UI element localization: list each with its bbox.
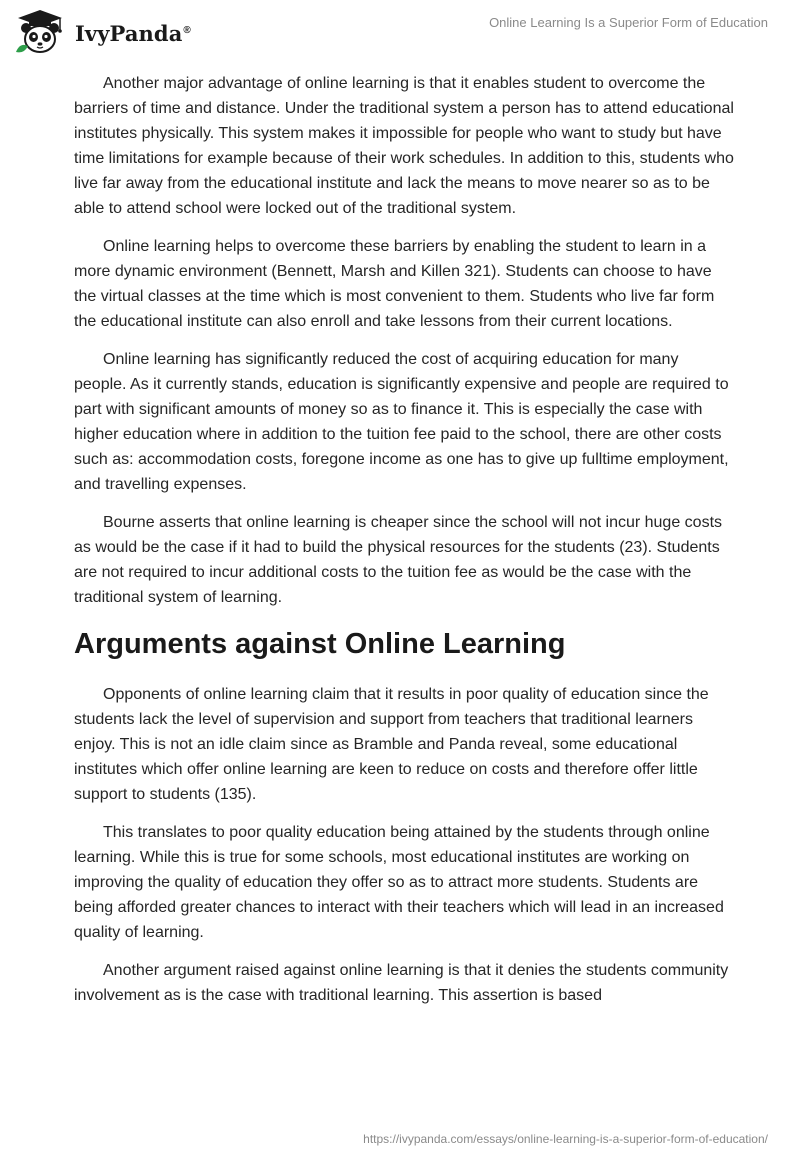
document-title: Online Learning Is a Superior Form of Education	[489, 15, 768, 30]
page-header	[0, 0, 800, 64]
paragraph-poor-quality: Opponents of online learning claim that it results in poor quality of education since the students lack the level of supervision and support from teachers that traditional learners enjoy. This is not an idle claim since as Bramble and Panda reveal, some educational institutes which offer online learning are keen to reduce on costs and therefore offer little support to students (135).	[74, 686, 709, 803]
ivypanda-logo[interactable]	[14, 8, 191, 56]
paragraph-overcome-barriers: Online learning helps to overcome these barriers by enabling the student to learn in a more dynamic environment (Bennett, Marsh and Killen 321). Students can choose to have the virtual classes at the time which is most convenient to them. Students who live far form the educational institute can also enroll and take lessons from their current locations.	[74, 238, 715, 330]
source-url-link[interactable]: https://ivypanda.com/essays/online-learning-is-a-superior-form-of-education/	[363, 1132, 768, 1146]
registered-mark: ®	[183, 24, 191, 36]
paragraph-time-distance: Another major advantage of online learning is that it enables student to overcome the barriers of time and distance. Under the traditional system a person has to attend educational institutes physically. This system makes it impossible for people who want to study but have time limitations for example because of their work schedules. In addition to this, students who live far away from the educational institute and lack the means to move nearer so as to be able to attend school were locked out of the traditional system.	[74, 75, 734, 217]
paragraph-cheaper: Bourne asserts that online learning is cheaper since the school will not incur huge costs as would be the case if it had to build the physical resources for the students (23). Students are not required to incur additional costs to the tuition fee as would be the case with the traditional system of learning.	[74, 514, 723, 606]
section-heading: Arguments against Online Learning	[74, 628, 566, 660]
essay-body	[74, 71, 734, 1021]
paragraph-reduced-cost: Online learning has significantly reduced the cost of acquiring education for many people. As it currently stands, education is significantly expensive and people are required to part with significant amounts of money so as to finance it. This is especially the case with higher education where in addition to the tuition fee paid to the school, there are other costs such as: accommodation costs, foregone income as one has to give up fulltime employment, and travelling expenses.	[74, 351, 729, 493]
panda-mascot-icon	[14, 8, 66, 56]
brand-name: IvyPanda®	[75, 20, 191, 46]
paragraph-quality-improving: This translates to poor quality education being attained by the students through online learning. While this is true for some schools, most educational institutes are working on improving the quality of education they offer so as to attract more students. Students are being afforded greater chances to interact with their teachers which will lead in an increased quality of learning.	[74, 824, 724, 941]
paragraph-community-involvement: Another argument raised against online learning is that it denies the students community involvement as is the case with traditional learning. This assertion is based	[74, 962, 729, 1004]
